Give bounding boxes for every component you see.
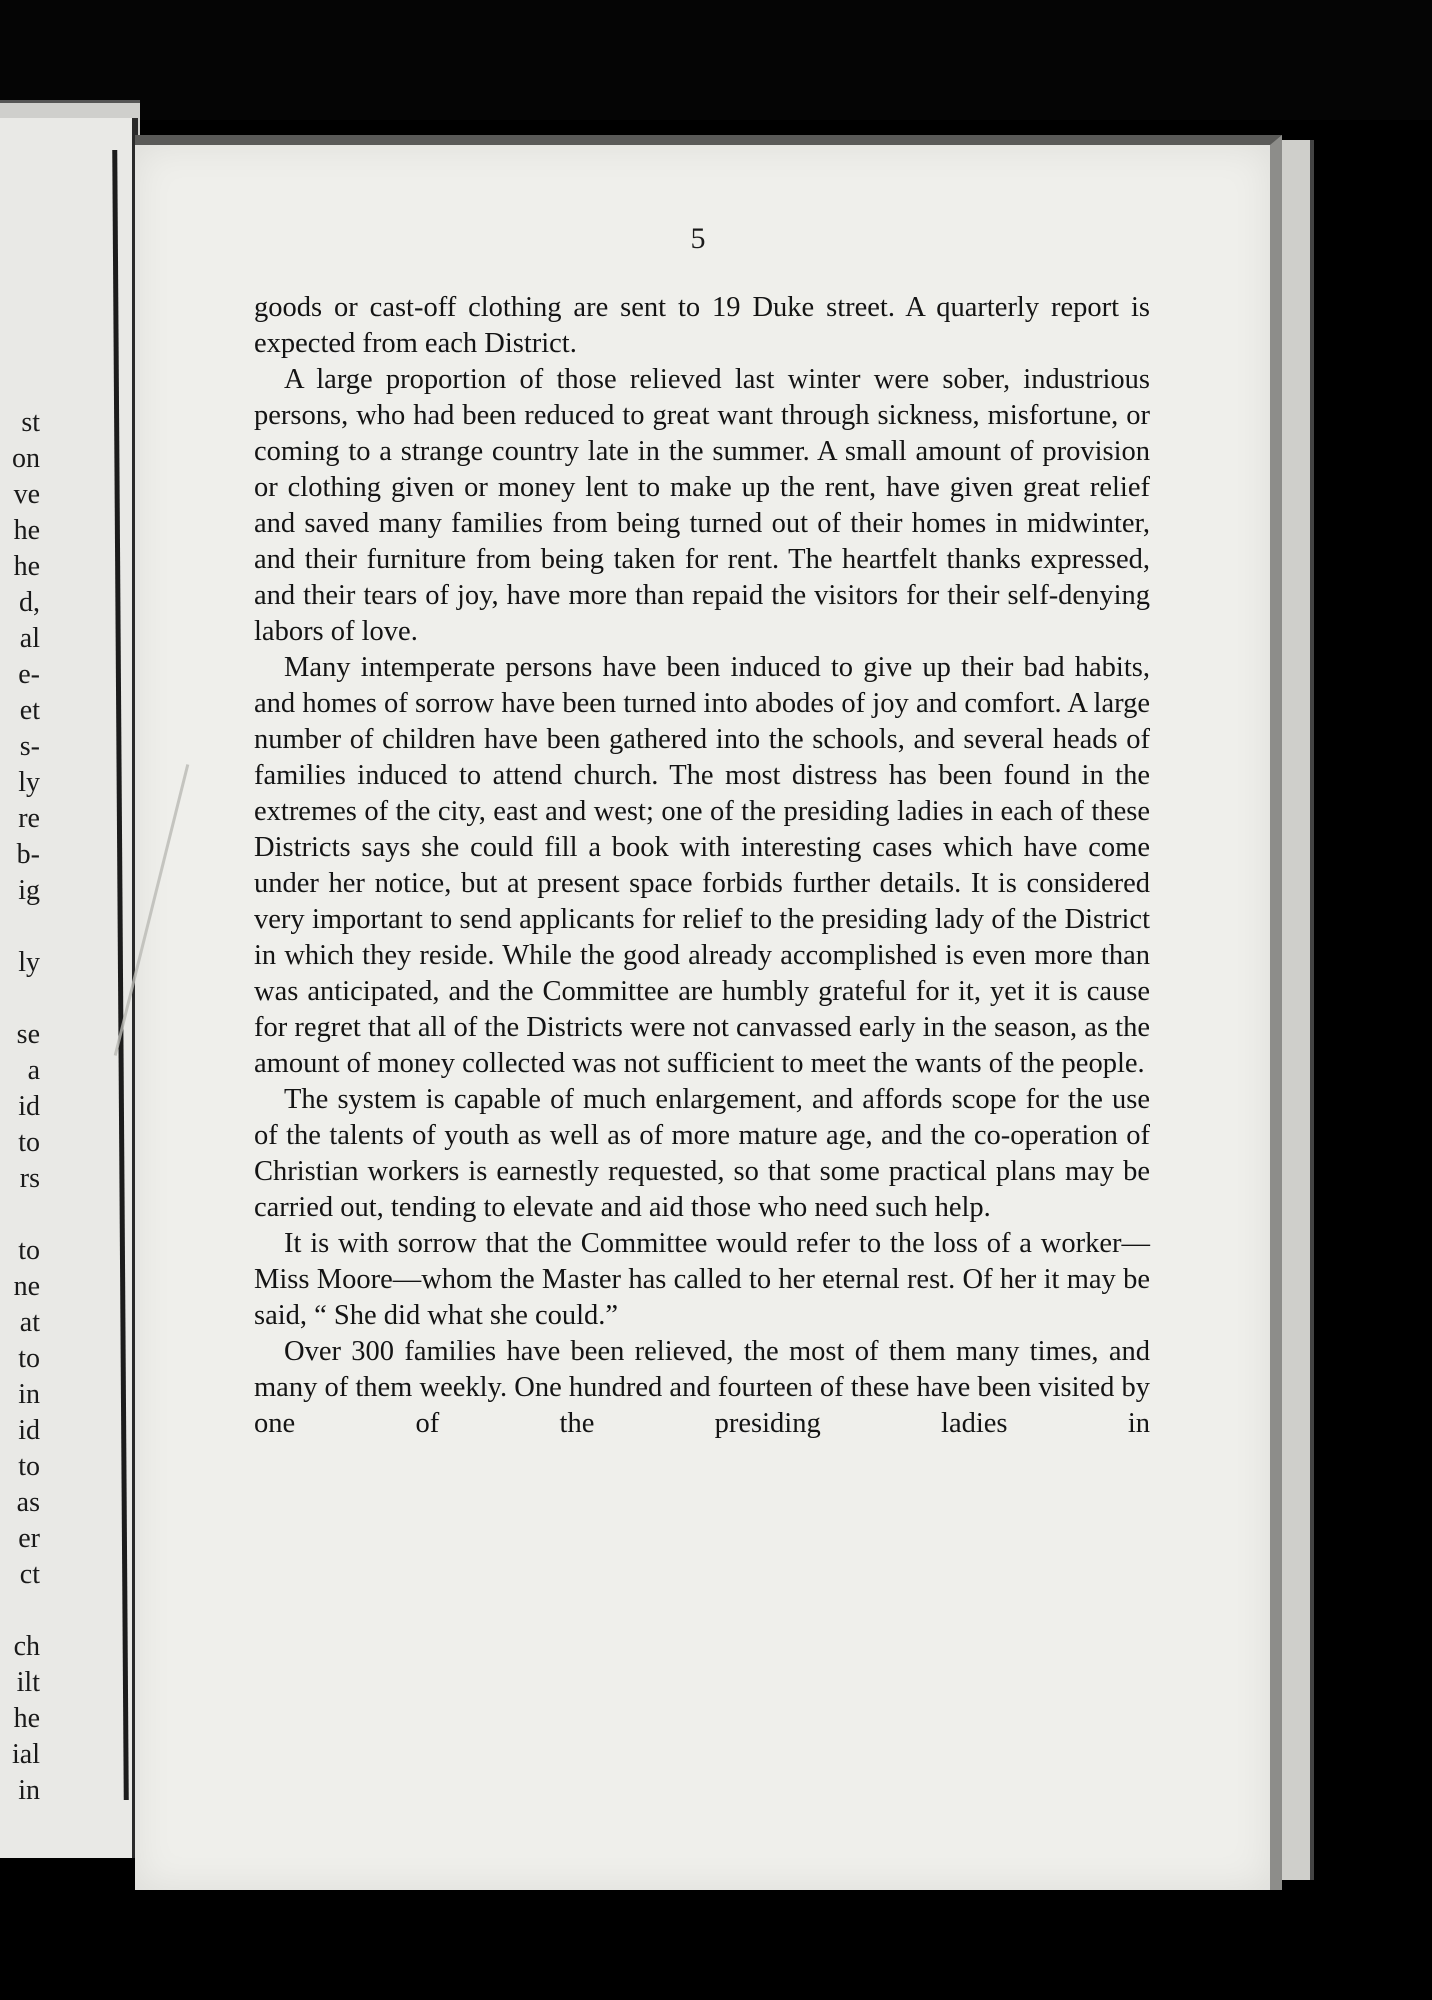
paragraph: A large proportion of those relieved last winter were sober, industrious persons, who had been reduced to great want through sickness, misfortune, or coming to a strange country late in the summer. A small amount of provision or clothing given or money lent to make up the rent, have given great relief and saved many families from being turned out of their homes in midwinter, and their furniture from being taken for rent. The heartfelt thanks expressed, and their tears of joy, have more than repaid the visitors for their self-denying labors of love. <box>254 364 1150 647</box>
fragment: ct <box>19 1559 40 1590</box>
fragment: ly <box>18 767 40 798</box>
fragment: ve <box>13 479 40 510</box>
paragraph: Many intemperate persons have been induced to give up their bad habits, and homes of sorrow have been turned into abodes of joy and comfort. A large number of children have been gathered into the schools, and several heads of families induced to attend church. The most distress has been found in the extremes of the city, east and west; one of the presiding ladies in each of these Districts says she could fill a book with interesting cases which have come under her notice, but at present space forbids further details. It is considered very important to send applicants for relief to the presiding lady of the District in which they reside. While the good already accomplished is even more than was anticipated, and the Committee are humbly grateful for it, yet it is cause for regret that all of the Districts were not canvassed early in the season, as the amount of money collected was not sufficient to meet the wants of the people. <box>254 652 1150 1079</box>
fragment: he <box>13 515 40 546</box>
fragment: in <box>18 1775 40 1806</box>
fragment: at <box>19 1307 40 1338</box>
fragment: id <box>18 1415 40 1446</box>
fragment: ly <box>18 947 40 978</box>
fragment: to <box>18 1235 40 1266</box>
fragment: to <box>18 1127 40 1158</box>
fragment: al <box>19 623 40 654</box>
fragment: on <box>12 443 40 474</box>
fragment: to <box>18 1343 40 1374</box>
fragment: ig <box>18 875 40 906</box>
scan-background <box>0 0 1432 120</box>
fragment: he <box>13 1703 40 1734</box>
body-text <box>254 290 1150 1442</box>
fragment: to <box>18 1451 40 1482</box>
fragment: ial <box>12 1739 40 1770</box>
fragment: se <box>16 1019 40 1050</box>
fragment: ilt <box>16 1667 40 1698</box>
fragment: re <box>18 803 40 834</box>
fragment: id <box>18 1091 40 1122</box>
fragment: er <box>18 1523 40 1554</box>
fragment: b- <box>16 839 40 870</box>
fragment: as <box>16 1487 40 1518</box>
page-number: 5 <box>690 222 706 255</box>
fragment: d, <box>19 587 40 618</box>
paragraph: goods or cast-off clothing are sent to 19 Duke street. A quarterly report is expected from each District. <box>254 292 1150 359</box>
fragment: et <box>19 695 40 726</box>
fragment: in <box>18 1379 40 1410</box>
fragment: st <box>21 407 40 438</box>
fragment: s- <box>19 731 40 762</box>
paragraph: It is with sorrow that the Committee would refer to the loss of a worker—Miss Moore—whom the Master has called to her eternal rest. Of her it may be said, “ She did what she could.” <box>254 1228 1150 1331</box>
fragment: ch <box>13 1631 40 1662</box>
paragraph: The system is capable of much enlargement, and affords scope for the use of the talents of youth as well as of more mature age, and the co-operation of Christian workers is earnestly requested, so that some practical plans may be carried out, tending to elevate and aid those who need such help. <box>254 1084 1150 1223</box>
fragment: ne <box>13 1271 40 1302</box>
paragraph: Over 300 families have been relieved, the most of them many times, and many of them weekly. One hundred and fourteen of these have been visited by one of the presiding ladies in <box>254 1336 1150 1439</box>
fragment: rs <box>19 1163 40 1194</box>
fragment: a <box>27 1055 40 1086</box>
fragment: e- <box>18 659 40 690</box>
fragment: he <box>13 551 40 582</box>
